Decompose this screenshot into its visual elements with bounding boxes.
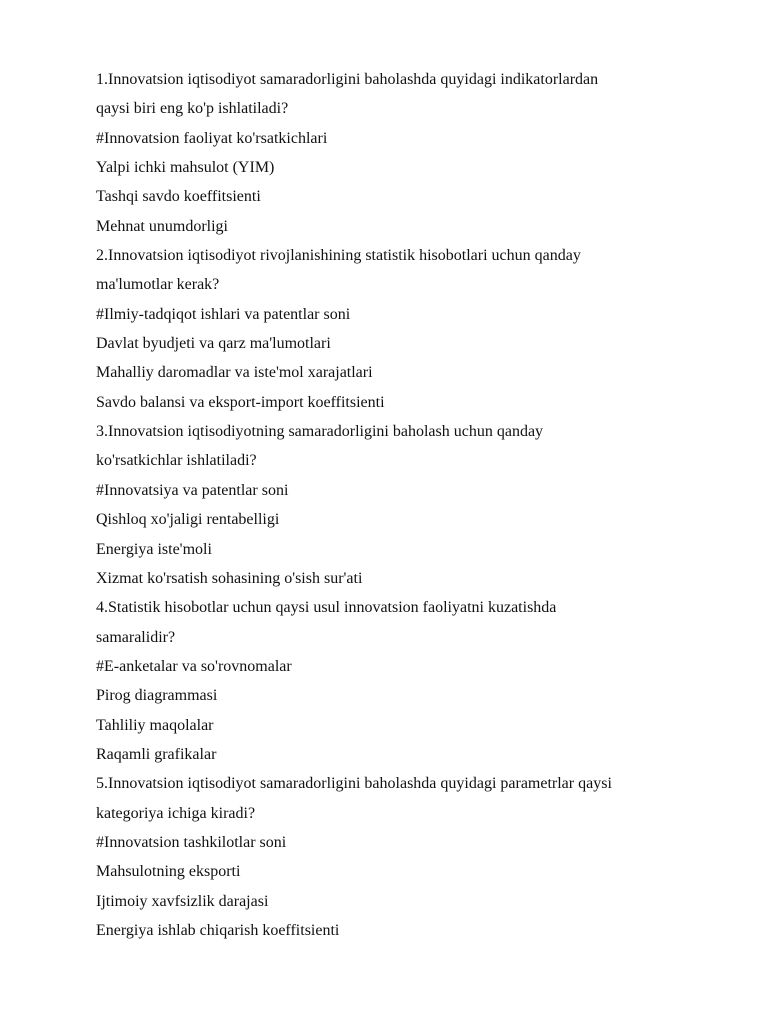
question-2-option: Davlat byudjeti va qarz ma'lumotlari — [96, 335, 331, 353]
question-4-text-continued: samaralidir? — [96, 628, 176, 646]
question-2-option: Mahalliy daromadlar va iste'mol xarajatlari — [96, 364, 373, 382]
question-3-option: Qishloq xo'jaligi rentabelligi — [96, 511, 280, 529]
question-1-option: Tashqi savdo koeffitsienti — [96, 188, 261, 206]
question-1-option: Yalpi ichki mahsulot (YIM) — [96, 159, 275, 177]
question-5-option: Ijtimoiy xavfsizlik darajasi — [96, 892, 269, 910]
question-4-option: Tahliliy maqolalar — [96, 716, 214, 734]
question-3-text: 3.Innovatsion iqtisodiyotning samaradorligini baholash uchun qanday — [96, 423, 544, 441]
question-2-text-continued: ma'lumotlar kerak? — [96, 276, 220, 294]
question-4-correct-answer: #E-anketalar va so'rovnomalar — [96, 657, 292, 675]
question-4-option: Raqamli grafikalar — [96, 745, 217, 763]
question-3-option: Energiya iste'moli — [96, 540, 212, 558]
question-4-text: 4.Statistik hisobotlar uchun qaysi usul innovatsion faoliyatni kuzatishda — [96, 599, 557, 617]
question-1-option: Mehnat unumdorligi — [96, 217, 228, 235]
question-5-text: 5.Innovatsion iqtisodiyot samaradorligini baholashda quyidagi parametrlar qaysi — [96, 775, 612, 793]
question-1-text: 1.Innovatsion iqtisodiyot samaradorligini baholashda quyidagi indikatorlardan — [96, 71, 599, 88]
question-5-text-continued: kategoriya ichiga kiradi? — [96, 804, 256, 822]
question-2-text: 2.Innovatsion iqtisodiyot rivojlanishining statistik hisobotlari uchun qanday — [96, 247, 581, 265]
question-5-correct-answer: #Innovatsion tashkilotlar soni — [96, 833, 287, 851]
question-5-option: Energiya ishlab chiqarish koeffitsienti — [96, 921, 340, 939]
question-5-option: Mahsulotning eksporti — [96, 863, 241, 881]
question-3-text-continued: ko'rsatkichlar ishlatiladi? — [96, 452, 257, 470]
question-1-text-continued: qaysi biri eng ko'p ishlatiladi? — [96, 100, 289, 118]
question-3-option: Xizmat ko'rsatish sohasining o'sish sur'ati — [96, 569, 363, 587]
question-4-option: Pirog diagrammasi — [96, 687, 218, 705]
question-2-correct-answer: #Ilmiy-tadqiqot ishlari va patentlar soni — [96, 305, 351, 323]
document-body — [96, 65, 696, 945]
question-3-correct-answer: #Innovatsiya va patentlar soni — [96, 481, 289, 499]
question-2-option: Savdo balansi va eksport-import koeffitsienti — [96, 393, 385, 411]
question-1-correct-answer: #Innovatsion faoliyat ko'rsatkichlari — [96, 129, 328, 147]
